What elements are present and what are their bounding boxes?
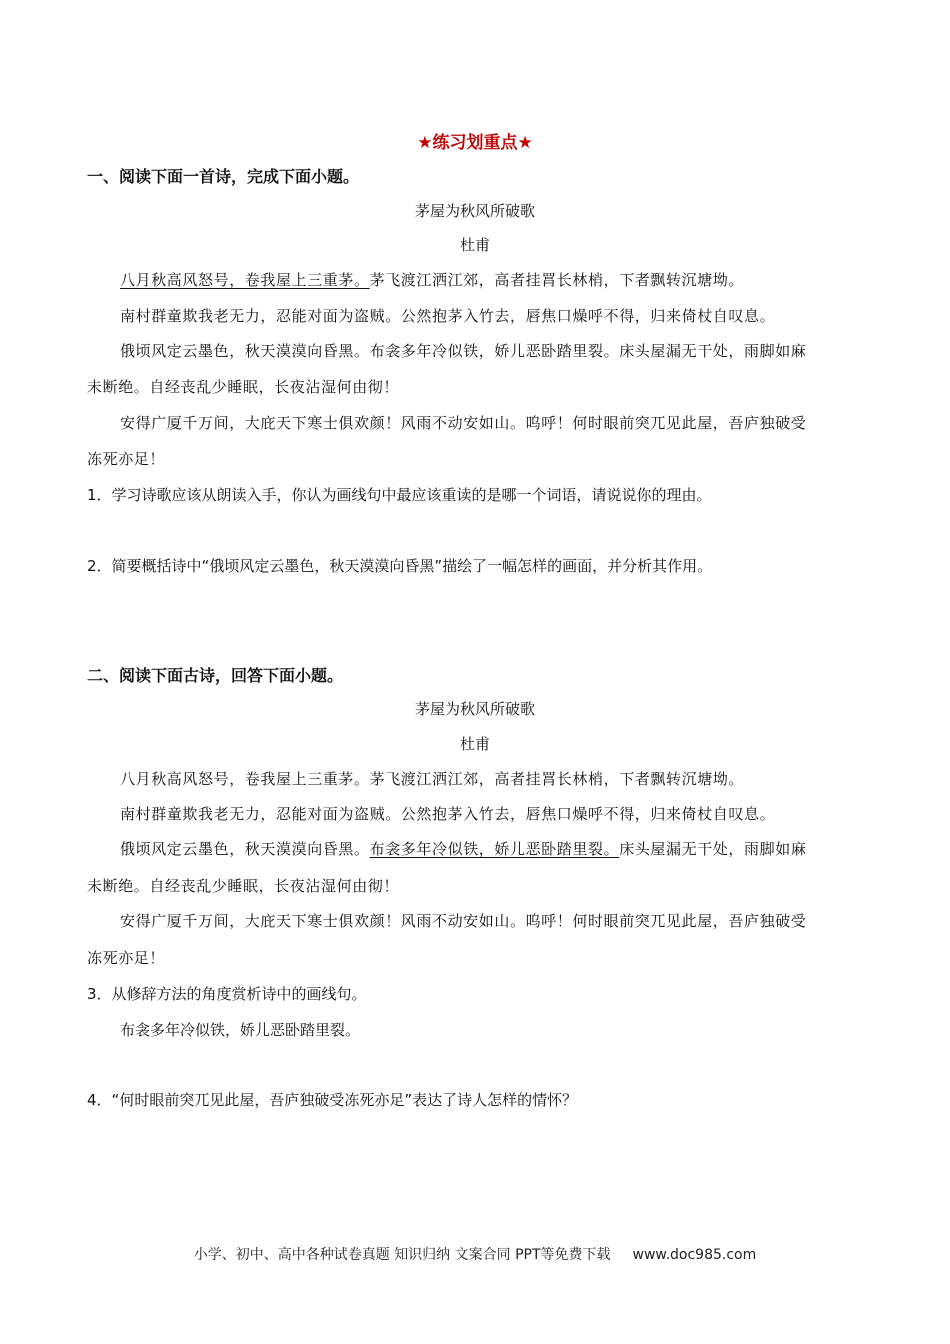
section-2-heading: 二、阅读下面古诗，回答下面小题。 <box>87 666 344 685</box>
stanza-text: 俄顷风定云墨色，秋天漠漠向昏黑。 <box>120 840 370 858</box>
poem-2-stanza-4-cont: 冻死亦足！ <box>87 949 166 967</box>
underlined-sentence: 八月秋高风怒号，卷我屋上三重茅。 <box>120 271 370 289</box>
question-3-quote: 布衾多年冷似铁，娇儿恶卧踏里裂。 <box>120 1021 361 1039</box>
poem-2-stanza-3-cont: 未断绝。自经丧乱少睡眠，长夜沾湿何由彻！ <box>87 877 400 895</box>
poem-author-2: 杜甫 <box>459 735 490 753</box>
poem-title-1: 茅屋为秋风所破歌 <box>414 202 535 220</box>
poem-author-1: 杜甫 <box>459 236 490 254</box>
question-4: 4．“何时眼前突兀见此屋，吾庐独破受冻死亦足”表达了诗人怎样的情怀？ <box>87 1091 578 1109</box>
stanza-text: 茅飞渡江洒江郊，高者挂罥长林梢，下者飘转沉塘坳。 <box>369 271 745 289</box>
question-2: 2．简要概括诗中“俄顷风定云墨色，秋天漠漠向昏黑”描绘了一幅怎样的画面，并分析其作用。 <box>87 557 713 575</box>
poem-2-stanza-4: 安得广厦千万间，大庇天下寒士俱欢颜！风雨不动安如山。呜呼！何时眼前突兀见此屋，吾庐独破受 <box>120 912 807 930</box>
page-title: ★练习划重点★ <box>417 133 533 153</box>
poem-1-stanza-3-cont: 未断绝。自经丧乱少睡眠，长夜沾湿何由彻！ <box>87 378 400 396</box>
stanza-text: 床头屋漏无干处，雨脚如麻 <box>619 840 807 858</box>
section-1-heading: 一、阅读下面一首诗，完成下面小题。 <box>87 167 360 186</box>
poem-1-stanza-2: 南村群童欺我老无力，忍能对面为盗贼。公然抱茅入竹去，唇焦口燥呼不得，归来倚杖自叹息。 <box>120 307 776 325</box>
poem-1-stanza-1 <box>120 269 950 290</box>
poem-title-2: 茅屋为秋风所破歌 <box>414 700 535 718</box>
poem-1-stanza-3: 俄顷风定云墨色，秋天漠漠向昏黑。布衾多年冷似铁，娇儿恶卧踏里裂。床头屋漏无干处，雨脚如麻 <box>120 342 807 360</box>
page-footer <box>0 1244 950 1264</box>
footer-text: 小学、初中、高中各种试卷真题 知识归纳 文案合同 PPT等免费下载 <box>193 1247 611 1263</box>
poem-2-stanza-3 <box>120 838 950 859</box>
poem-2-stanza-2: 南村群童欺我老无力，忍能对面为盗贼。公然抱茅入竹去，唇焦口燥呼不得，归来倚杖自叹息。 <box>120 805 776 823</box>
poem-1-stanza-4: 安得广厦千万间，大庇天下寒士俱欢颜！风雨不动安如山。呜呼！何时眼前突兀见此屋，吾庐独破受 <box>120 414 807 432</box>
footer-url: www.doc985.com <box>632 1247 757 1263</box>
poem-2-stanza-1: 八月秋高风怒号，卷我屋上三重茅。茅飞渡江洒江郊，高者挂罥长林梢，下者飘转沉塘坳。 <box>120 770 745 788</box>
question-1: 1．学习诗歌应该从朗读入手，你认为画线句中最应该重读的是哪一个词语，请说说你的理由。 <box>87 486 712 504</box>
question-3: 3．从修辞方法的角度赏析诗中的画线句。 <box>87 985 367 1003</box>
poem-1-stanza-4-cont: 冻死亦足！ <box>87 450 166 468</box>
underlined-sentence: 布衾多年冷似铁，娇儿恶卧踏里裂。 <box>369 840 620 858</box>
